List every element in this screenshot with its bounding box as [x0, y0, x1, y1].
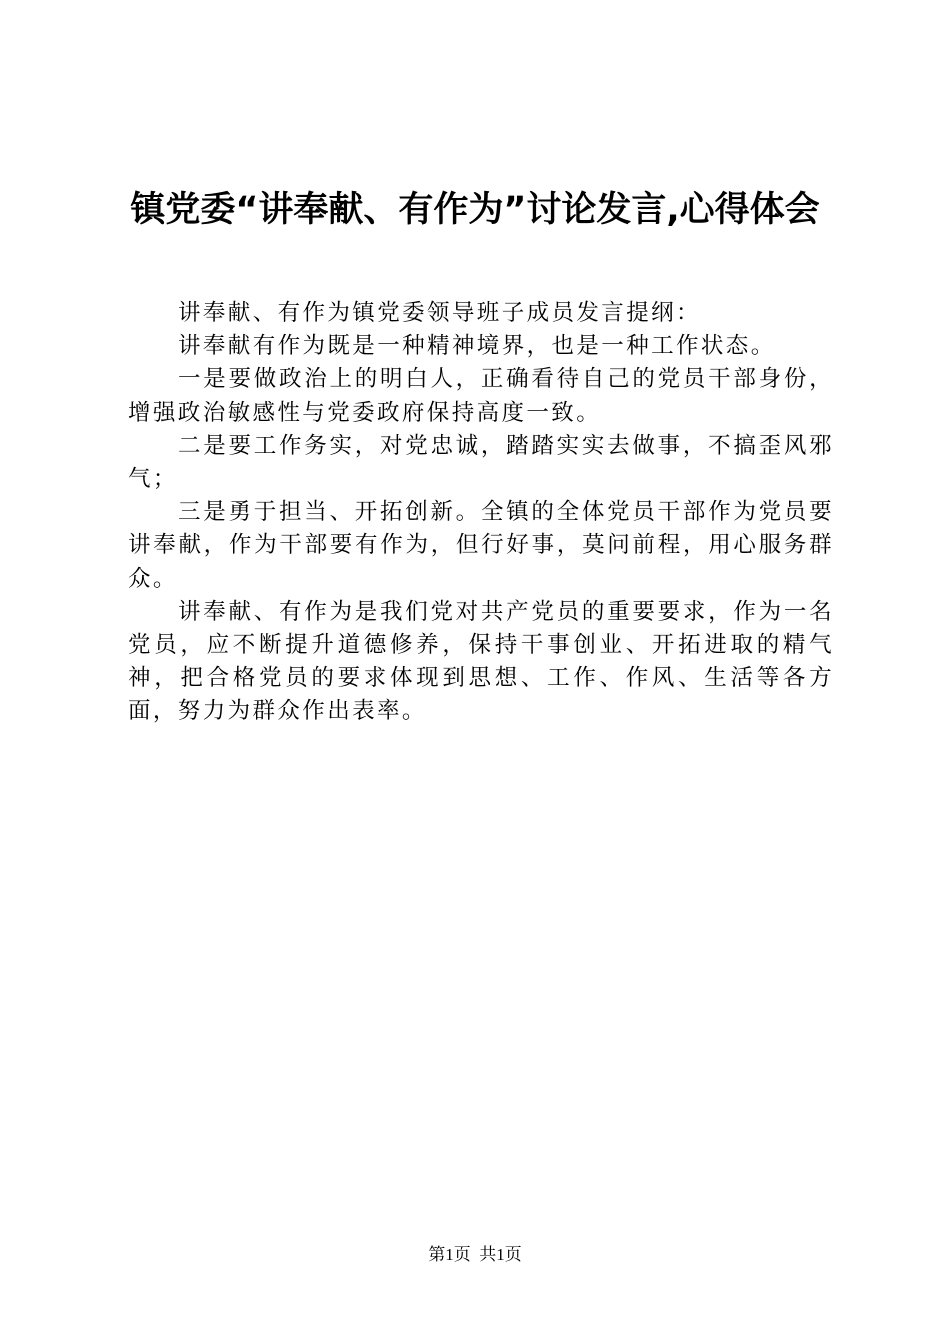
paragraph-point-three: 三是勇于担当、开拓创新。全镇的全体党员干部作为党员要讲奉献，作为干部要有作为，但行好事，莫问前程，用心服务群众。 [128, 499, 834, 592]
paragraph-point-one: 一是要做政治上的明白人，正确看待自己的党员干部身份，增强政治敏感性与党委政府保持高度一致。 [128, 366, 834, 426]
paragraph-outline-heading: 讲奉献、有作为镇党委领导班子成员发言提纲： [178, 300, 701, 326]
paragraph-intro: 讲奉献有作为既是一种精神境界，也是一种工作状态。 [178, 333, 776, 360]
document-body [128, 297, 834, 729]
document-title: 镇党委“讲奉献、有作为”讨论发言,心得体会 [130, 190, 820, 230]
paragraph-conclusion: 讲奉献、有作为是我们党对共产党员的重要要求，作为一名党员，应不断提升道德修养，保持干事创业、开拓进取的精气神，把合格党员的要求体现到思想、工作、作风、生活等各方面，努力为群众作出表率。 [128, 598, 834, 725]
page-total: 共1页 [479, 1245, 522, 1264]
page-number: 第1页 [428, 1245, 471, 1264]
page-footer [0, 1243, 950, 1267]
paragraph-point-two: 二是要工作务实，对党忠诚，踏踏实实去做事，不搞歪风邪气； [128, 432, 834, 493]
